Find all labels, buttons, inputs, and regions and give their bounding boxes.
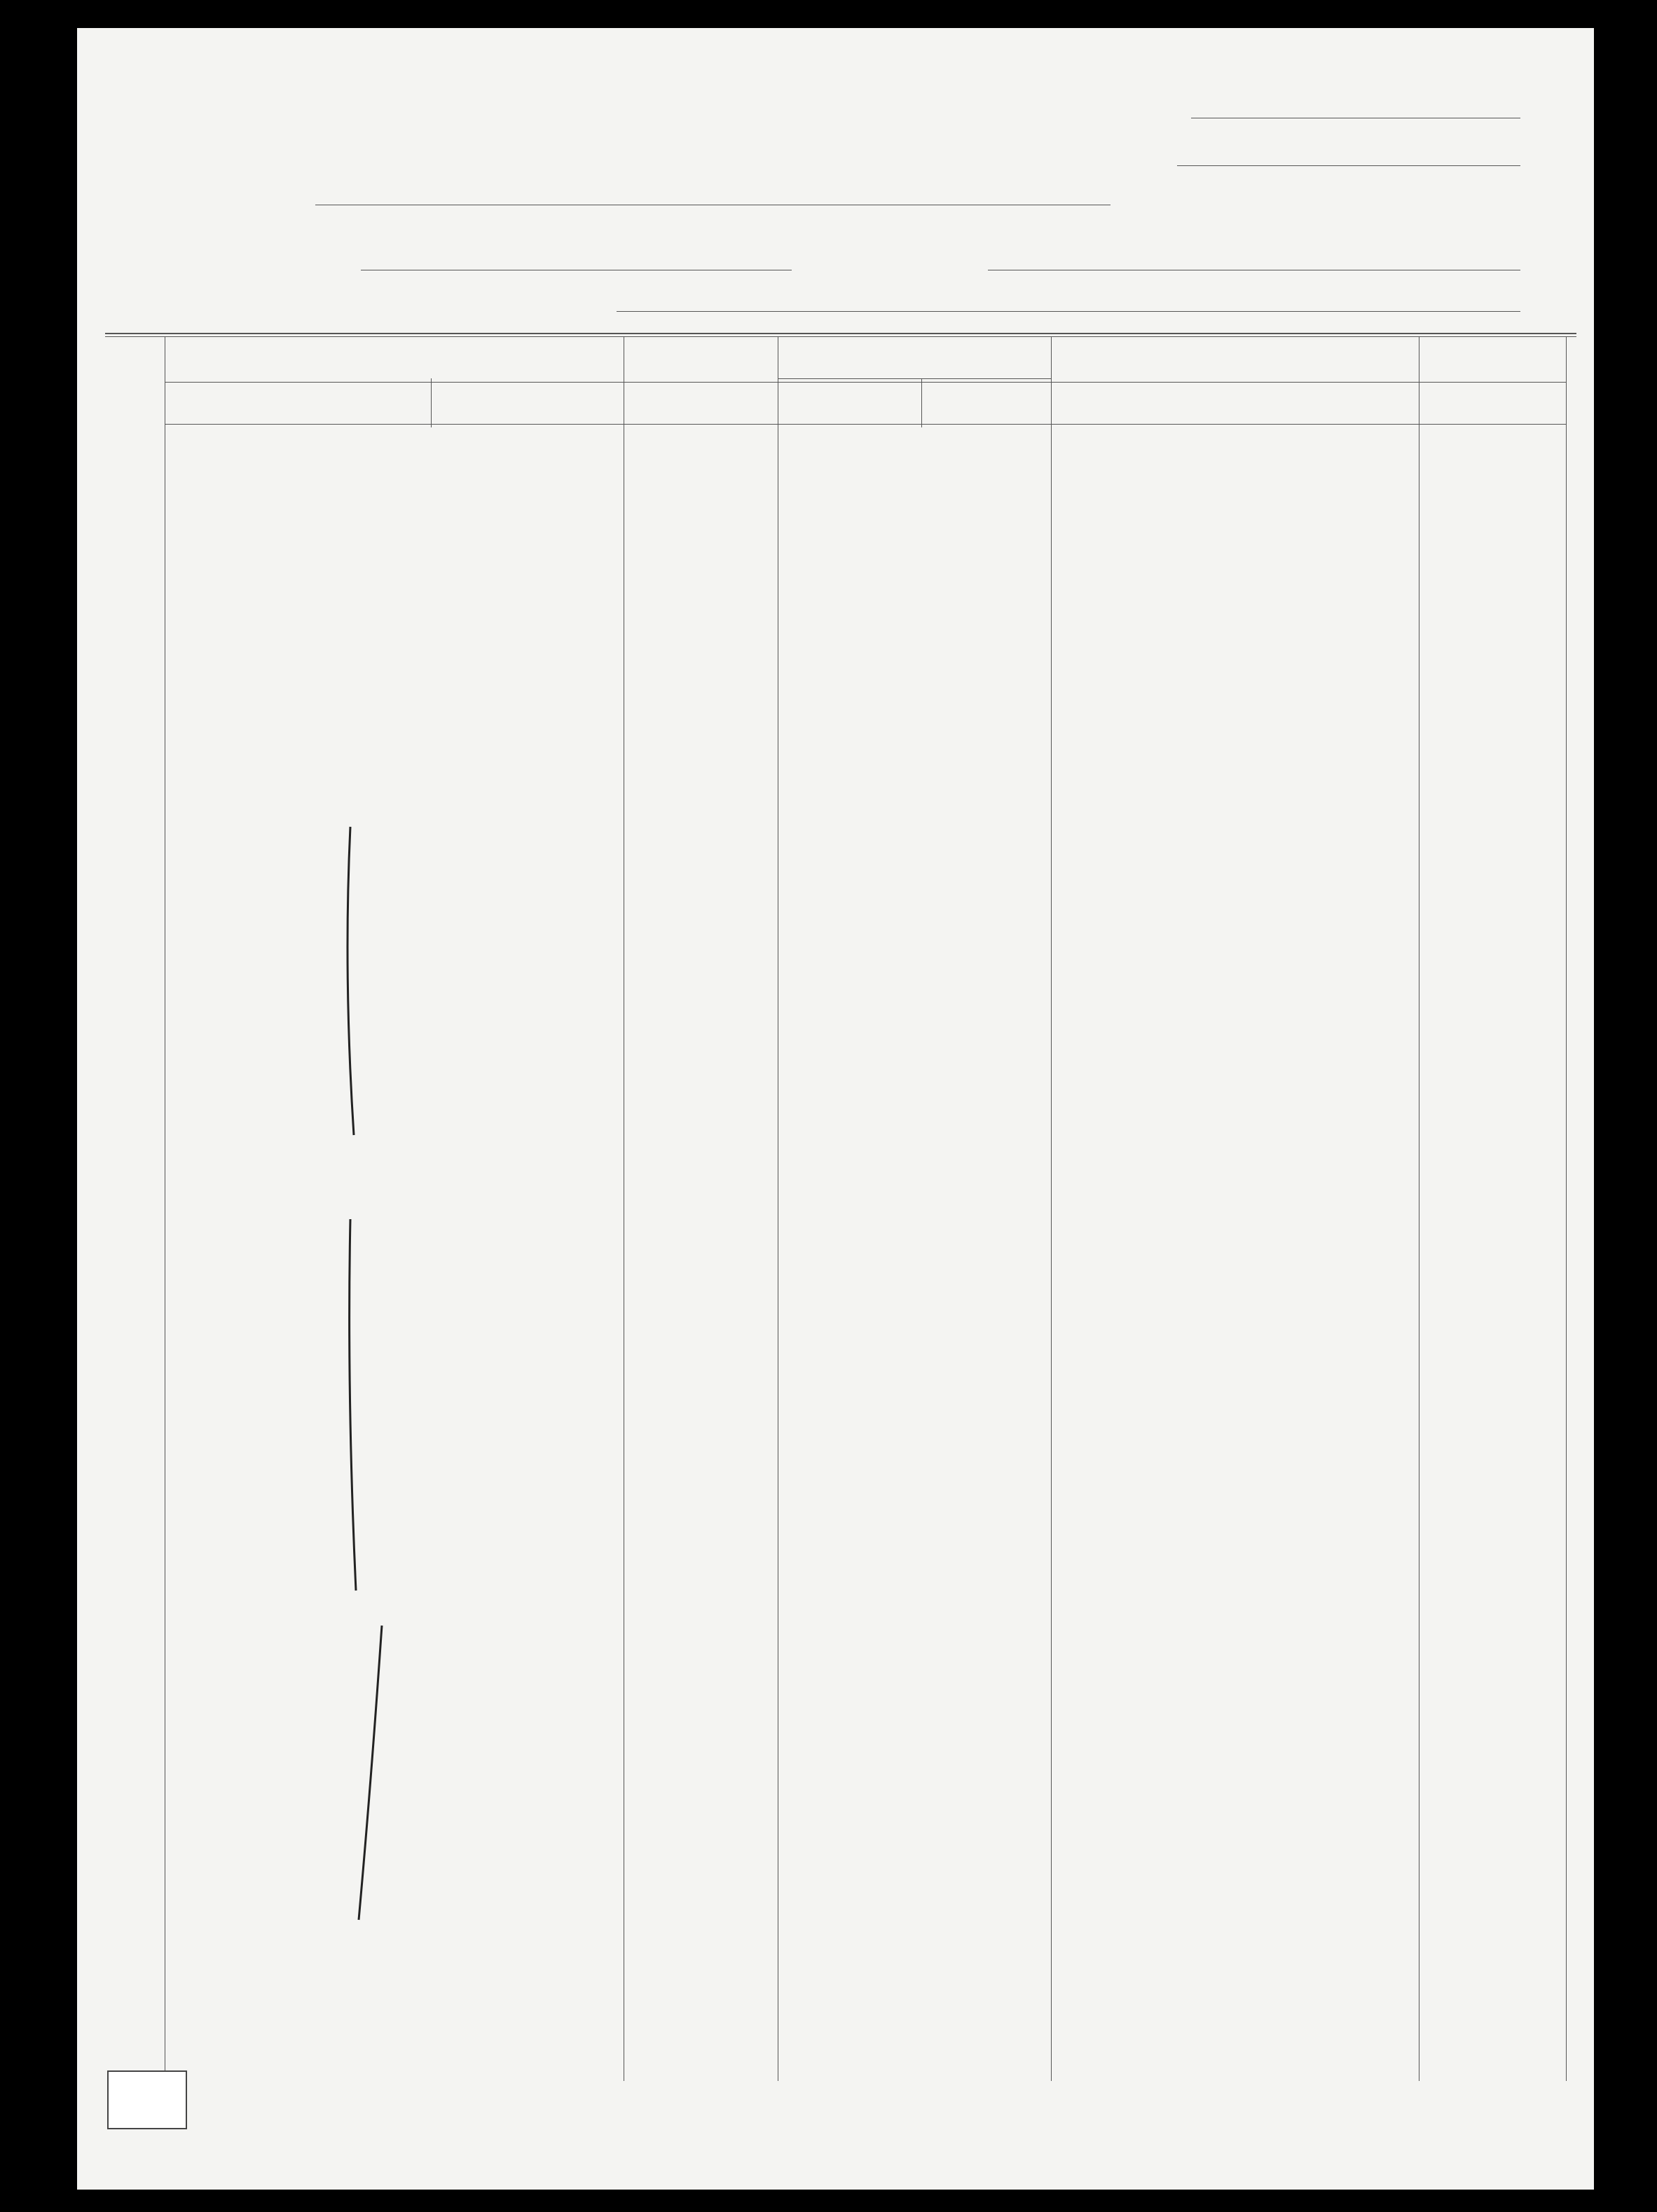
total-box [107,2070,187,2129]
annotation-marks [77,28,1594,2190]
document-sheet [77,28,1594,2190]
